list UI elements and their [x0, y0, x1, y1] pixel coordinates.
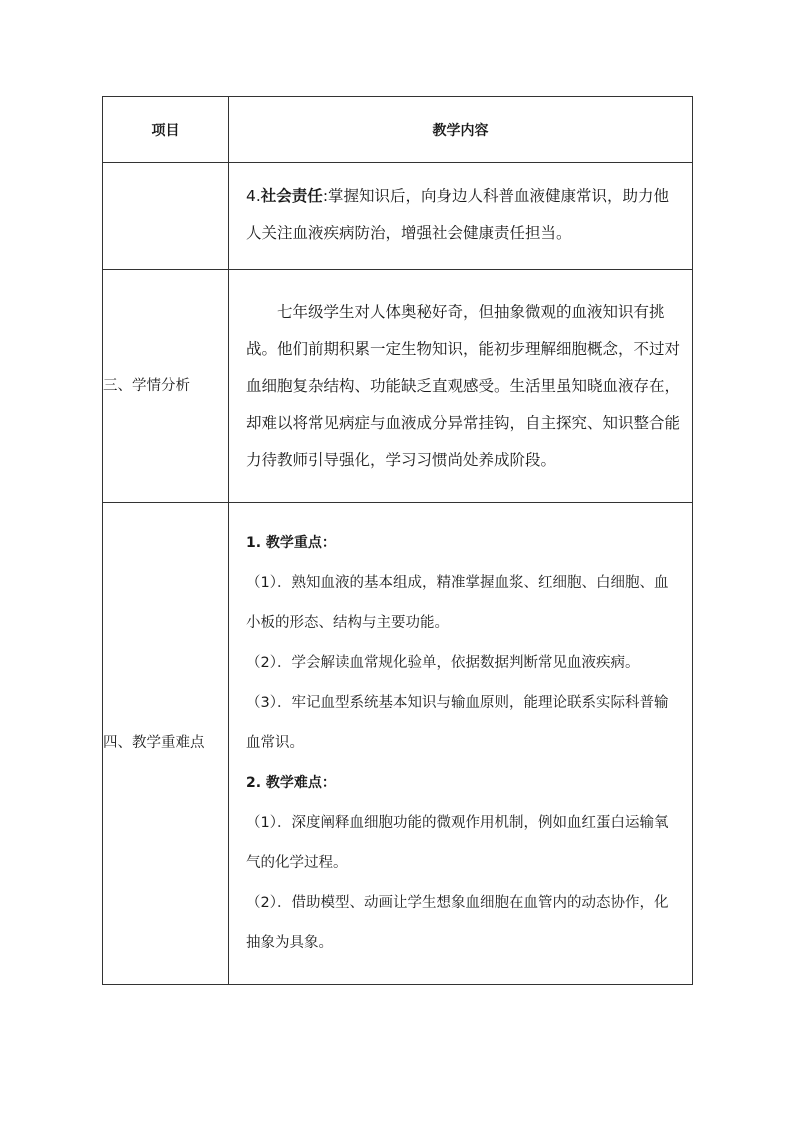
social-responsibility-text	[229, 170, 692, 262]
key-point-item-1: （1）．熟知血液的基本组成，精准掌握血浆、红细胞、白细胞、血小板的形态、结构与主要功能。	[246, 574, 669, 631]
table-row-key-difficult-points	[103, 503, 693, 985]
table-header-row	[103, 97, 693, 163]
learner-analysis-text: 七年级学生对人体奥秘好奇，但抽象微观的血液知识有挑战。他们前期积累一定生物知识，能初步理解细胞概念，不过对血细胞复杂结构、功能缺乏直观感受。生活里虽知晓血液存在，却难以将常见病症与血液成分异常挂钩，自主探究、知识整合能力待教师引导强化，学习习惯尚处养成阶段。	[246, 302, 681, 469]
row-label-learner-analysis: 三、学情分析	[103, 270, 229, 503]
difficult-point-item-1: （1）．深度阐释血细胞功能的微观作用机制，例如血红蛋白运输氧气的化学过程。	[246, 814, 669, 871]
lesson-plan-table	[102, 96, 693, 985]
difficult-points-title: 2. 教学难点：	[246, 774, 336, 791]
key-point-item-2: （2）．学会解读血常规化验单，依据数据判断常见血液疾病。	[246, 654, 640, 671]
key-point-item-3: （3）．牢记血型系统基本知识与输血原则，能理论联系实际科普输血常识。	[246, 694, 669, 751]
key-difficult-points-cell	[229, 503, 693, 985]
header-item: 项目	[103, 97, 229, 163]
social-body: 掌握知识后，向身边人科普血液健康常识，助力他人关注血液疾病防治，增强社会健康责任担当。	[246, 187, 670, 242]
learner-analysis-cell	[229, 270, 693, 503]
difficult-point-item-2: （2）．借助模型、动画让学生想象血细胞在血管内的动态协作，化抽象为具象。	[246, 894, 669, 951]
key-difficult-points-block	[229, 511, 692, 977]
social-colon: :	[322, 187, 329, 205]
header-content: 教学内容	[229, 97, 693, 163]
row-label-key-difficult-points: 四、教学重难点	[103, 503, 229, 985]
table-row-learner-analysis	[103, 270, 693, 503]
social-title: 社会责任	[260, 187, 323, 205]
key-points-title: 1. 教学重点：	[246, 534, 336, 551]
social-num: 4.	[246, 187, 261, 205]
social-responsibility-cell	[229, 163, 693, 270]
row-label-empty	[103, 163, 229, 270]
table-row-social-responsibility	[103, 163, 693, 270]
